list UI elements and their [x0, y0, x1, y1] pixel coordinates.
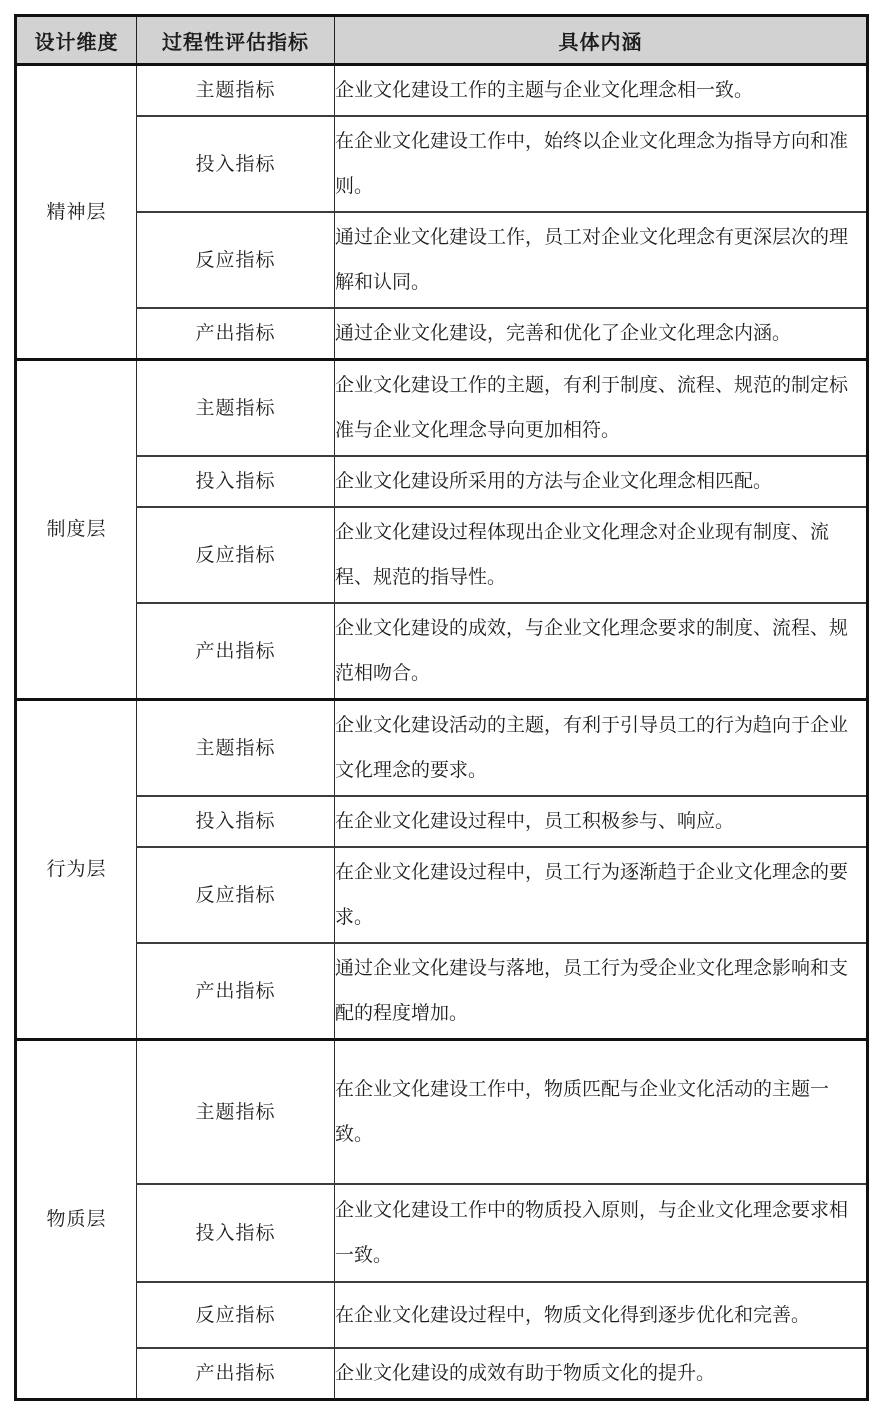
- table-row: [16, 308, 868, 360]
- table-row: [16, 456, 868, 507]
- content-cell: 企业文化建设过程体现出企业文化理念对企业现有制度、流程、规范的指导性。: [335, 507, 868, 603]
- indicator-cell: 投入指标: [137, 796, 335, 847]
- table-row: [16, 1348, 868, 1400]
- content-cell: 在企业文化建设过程中，物质文化得到逐步优化和完善。: [335, 1282, 868, 1348]
- indicator-cell: 投入指标: [137, 456, 335, 507]
- content-cell: 在企业文化建设过程中，员工行为逐渐趋于企业文化理念的要求。: [335, 847, 868, 943]
- indicator-cell: 主题指标: [137, 700, 335, 797]
- dimension-cell: 物质层: [16, 1040, 137, 1400]
- table-row: [16, 1184, 868, 1282]
- indicator-cell: 产出指标: [137, 603, 335, 700]
- indicator-cell: 产出指标: [137, 943, 335, 1040]
- content-cell: 在企业文化建设工作中，物质匹配与企业文化活动的主题一致。: [335, 1040, 868, 1185]
- table-row: [16, 700, 868, 797]
- indicator-cell: 反应指标: [137, 847, 335, 943]
- table-header: [16, 16, 868, 65]
- content-cell: 通过企业文化建设与落地，员工行为受企业文化理念影响和支配的程度增加。: [335, 943, 868, 1040]
- indicator-cell: 投入指标: [137, 116, 335, 212]
- table-body: [16, 65, 868, 1400]
- table-row: [16, 212, 868, 308]
- content-cell: 企业文化建设的成效有助于物质文化的提升。: [335, 1348, 868, 1400]
- indicator-cell: 主题指标: [137, 65, 335, 117]
- table-row: [16, 796, 868, 847]
- dimension-cell: 制度层: [16, 360, 137, 700]
- content-cell: 在企业文化建设工作中，始终以企业文化理念为指导方向和准则。: [335, 116, 868, 212]
- content-cell: 通过企业文化建设，完善和优化了企业文化理念内涵。: [335, 308, 868, 360]
- content-cell: 企业文化建设所采用的方法与企业文化理念相匹配。: [335, 456, 868, 507]
- table-row: [16, 1282, 868, 1348]
- table-row: [16, 65, 868, 117]
- table-row: [16, 360, 868, 457]
- indicator-cell: 反应指标: [137, 1282, 335, 1348]
- indicator-cell: 主题指标: [137, 1040, 335, 1185]
- content-cell: 通过企业文化建设工作，员工对企业文化理念有更深层次的理解和认同。: [335, 212, 868, 308]
- table-row: [16, 1040, 868, 1185]
- indicator-cell: 反应指标: [137, 507, 335, 603]
- content-cell: 企业文化建设工作中的物质投入原则，与企业文化理念要求相一致。: [335, 1184, 868, 1282]
- dimension-cell: 精神层: [16, 65, 137, 360]
- header-cell-indicator: 过程性评估指标: [137, 16, 335, 65]
- content-cell: 在企业文化建设过程中，员工积极参与、响应。: [335, 796, 868, 847]
- evaluation-indicator-table: [14, 14, 869, 1401]
- table-row: [16, 507, 868, 603]
- dimension-cell: 行为层: [16, 700, 137, 1040]
- indicator-cell: 产出指标: [137, 1348, 335, 1400]
- header-cell-dimension: 设计维度: [16, 16, 137, 65]
- table-row: [16, 943, 868, 1040]
- content-cell: 企业文化建设活动的主题，有利于引导员工的行为趋向于企业文化理念的要求。: [335, 700, 868, 797]
- indicator-cell: 反应指标: [137, 212, 335, 308]
- table-row: [16, 847, 868, 943]
- header-cell-content: 具体内涵: [335, 16, 868, 65]
- table-row: [16, 603, 868, 700]
- indicator-cell: 投入指标: [137, 1184, 335, 1282]
- header-row: [16, 16, 868, 65]
- indicator-cell: 主题指标: [137, 360, 335, 457]
- content-cell: 企业文化建设工作的主题，有利于制度、流程、规范的制定标准与企业文化理念导向更加相符。: [335, 360, 868, 457]
- table-row: [16, 116, 868, 212]
- content-cell: 企业文化建设的成效，与企业文化理念要求的制度、流程、规范相吻合。: [335, 603, 868, 700]
- content-cell: 企业文化建设工作的主题与企业文化理念相一致。: [335, 65, 868, 117]
- indicator-cell: 产出指标: [137, 308, 335, 360]
